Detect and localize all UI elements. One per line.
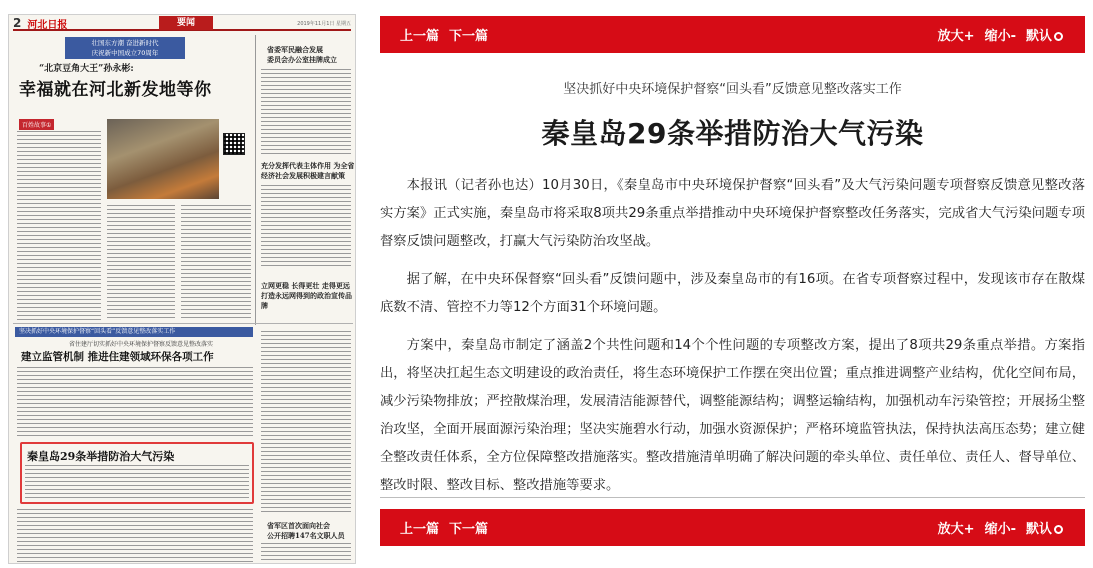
article-toolbar-bottom xyxy=(380,509,1085,546)
article-paragraph: 据了解，在中央环保督察“回头看”反馈问题中，涉及秦皇岛市的有16项。在省专项督察过程中，发现该市存在散煤底数不清、管控不力等12个方面31个环境问题。 xyxy=(380,272,1085,315)
text-column xyxy=(107,205,175,321)
masthead: 河北日报 xyxy=(27,19,68,31)
highlighted-headline[interactable]: 秦皇岛29条举措防治大气污染 xyxy=(27,450,175,463)
section-divider xyxy=(13,323,353,324)
banner-text: 壮国东方潮 奋进新时代 庆祝新中国成立70周年 xyxy=(91,39,159,57)
zoom-in-button[interactable]: 放大+ xyxy=(937,522,975,537)
article-toolbar-top xyxy=(380,16,1085,53)
bottom-right-headline[interactable]: 省军区首次面向社会 公开招聘147名文职人员 xyxy=(267,521,345,540)
reset-zoom-label: 默认 xyxy=(1025,522,1052,537)
article-paragraph: 本报讯（记者孙也达）10月30日，《秦皇岛市中央环境保护督察“回头看”及大气污染问题专项督察反馈意见整改落实方案》正式实施，秦皇岛市将采取8项共29条重点举措推动中央环境保护督察整改任务落实，完成省大气污染问题专项督察反馈问题整改，打赢大气污染防治攻坚战。 xyxy=(380,178,1085,249)
lead-headline[interactable]: 幸福就在河北新发地等你 xyxy=(19,80,212,100)
date-line: 2019年11月1日 星期五 xyxy=(297,20,351,27)
qr-code xyxy=(223,133,245,155)
article-kicker: 坚决抓好中央环境保护督察“回头看”反馈意见整改落实工作 xyxy=(563,82,902,97)
text-column xyxy=(17,367,253,437)
second-headline[interactable]: 建立监管机制 推进住建领域环保各项工作 xyxy=(21,351,214,363)
right-headline-1[interactable]: 省委军民融合发展 委员会办公室挂牌成立 xyxy=(267,45,337,64)
page-number: 2 xyxy=(13,16,22,30)
circle-icon xyxy=(1054,525,1063,534)
prev-article-link[interactable]: 上一篇 xyxy=(400,29,440,44)
right-headline-3[interactable]: 立网更稳 长得更壮 走得更远 打造永远网得到的政治宣传品牌 xyxy=(261,281,352,310)
zoom-out-button[interactable]: 缩小- xyxy=(984,29,1016,44)
column-divider xyxy=(255,35,256,325)
newspaper-page-thumbnail[interactable] xyxy=(8,14,356,564)
reset-zoom-button[interactable] xyxy=(1026,518,1063,537)
text-column xyxy=(25,465,249,499)
prev-article-link[interactable]: 上一篇 xyxy=(400,522,440,537)
next-article-link[interactable]: 下一篇 xyxy=(449,29,489,44)
article-end-divider xyxy=(380,497,1085,498)
text-column xyxy=(261,185,351,269)
zoom-out-button[interactable]: 缩小- xyxy=(984,522,1016,537)
article-nav xyxy=(400,25,488,44)
circle-icon xyxy=(1054,32,1063,41)
article-body xyxy=(380,172,1085,510)
text-column xyxy=(17,509,253,563)
anniversary-banner xyxy=(65,37,185,59)
next-article-link[interactable]: 下一篇 xyxy=(449,522,489,537)
text-column xyxy=(261,331,351,513)
text-column xyxy=(17,131,101,321)
zoom-controls xyxy=(938,518,1063,537)
text-column xyxy=(181,205,251,321)
topic-strip: 坚决抓好中央环境保护督察“回头看”反馈意见整改落实工作 xyxy=(15,327,253,337)
zoom-in-button[interactable]: 放大+ xyxy=(937,29,975,44)
text-column xyxy=(261,543,351,563)
lead-quote-line: “北京豆角大王”孙永彬: xyxy=(39,64,134,74)
section-label: 要闻 xyxy=(159,16,213,30)
zoom-controls xyxy=(938,25,1063,44)
article-nav xyxy=(400,518,488,537)
lead-photo xyxy=(107,119,219,199)
right-headline-2[interactable]: 充分发挥代表主体作用 为全省 经济社会发展积极建言献策 xyxy=(261,161,355,180)
article-title: 秦皇岛29条举措防治大气污染 xyxy=(541,117,924,150)
lead-column-tag: 百姓故事① xyxy=(19,119,54,130)
text-column xyxy=(261,69,351,155)
article-paragraph: 方案中，秦皇岛市制定了涵盖2个共性问题和14个个性问题的专项整改方案，提出了8项共29条重点举措。方案指出，将坚决扛起生态文明建设的政治责任，将生态环境保护工作摆在突出位置；重点推进调整产业结构，优化空间布局，减少污染物排放；严控散煤治理，发展清洁能源替代，调整能源结构；调整运输结构，加强机动车污染管控；开展扬尘整治攻坚，全面开展面源污染治理；坚决实施碧水行动，加强水资源保护；严格环境监管执法，保持执法高压态势；建立健全整改责任体系，全方位保障整改措施落实。整改措施清单明确了解决问题的牵头单位、责任单位、责任人、督导单位、整改时限、整改目标、整改措施等要求。 xyxy=(380,338,1085,493)
reset-zoom-label: 默认 xyxy=(1025,29,1052,44)
reset-zoom-button[interactable] xyxy=(1026,25,1063,44)
second-kicker: 省住建厅切实抓好中央环境保护督察反馈意见整改落实 xyxy=(69,341,214,348)
